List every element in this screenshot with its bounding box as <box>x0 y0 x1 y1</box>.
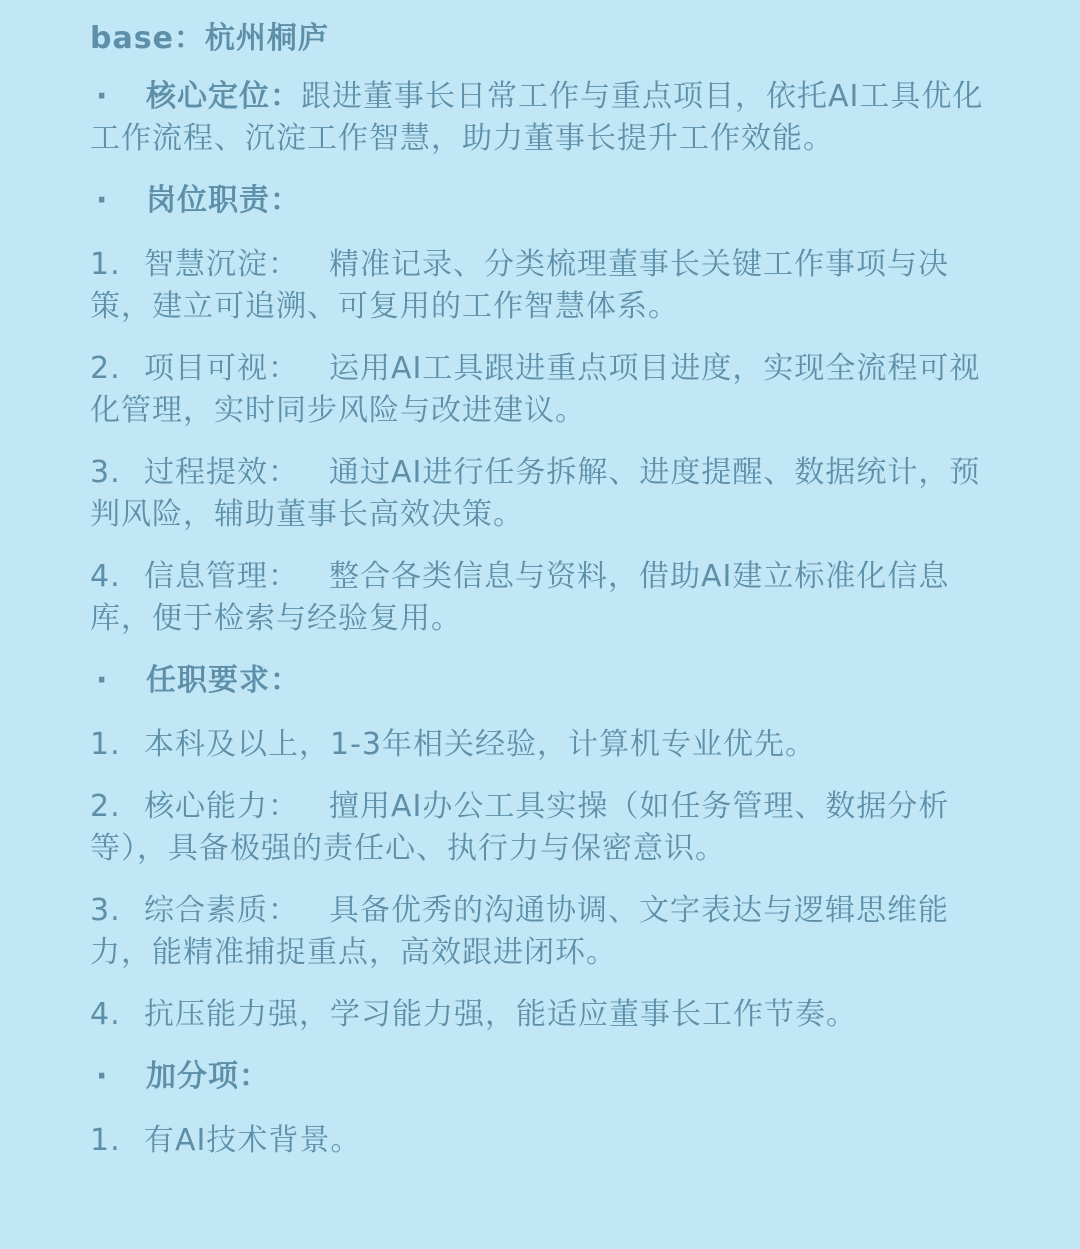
item-number: 3. <box>90 893 121 928</box>
item-number: 4. <box>90 559 121 594</box>
requirements-heading <box>90 660 1002 702</box>
requirement-item <box>90 786 1002 870</box>
bullet-icon: · <box>96 79 109 114</box>
bonus-heading <box>90 1056 1002 1098</box>
item-text: 精准记录、分类梳理董事长关键工作事项与决策，建立可追溯、可复用的工作智慧体系。 <box>90 247 949 324</box>
requirement-item <box>90 890 1002 974</box>
item-text: 具备优秀的沟通协调、文字表达与逻辑思维能力，能精准捕捉重点，高效跟进闭环。 <box>90 893 949 970</box>
duty-item <box>90 348 1002 432</box>
item-number: 3. <box>90 455 121 490</box>
item-label: 项目可视： <box>144 351 299 386</box>
duty-item <box>90 244 1002 328</box>
item-number: 4. <box>90 997 121 1032</box>
item-text: 整合各类信息与资料，借助AI建立标准化信息库，便于检索与经验复用。 <box>90 559 950 636</box>
requirement-item <box>90 724 1002 766</box>
requirement-item <box>90 994 1002 1036</box>
item-text: 本科及以上，1-3年相关经验，计算机专业优先。 <box>144 727 816 762</box>
item-text: 抗压能力强，学习能力强，能适应董事长工作节奏。 <box>144 997 857 1032</box>
duty-item <box>90 452 1002 536</box>
item-label: 智慧沉淀： <box>144 247 299 282</box>
item-number: 2. <box>90 351 121 386</box>
bonus-item <box>90 1120 1002 1162</box>
bullet-icon: · <box>96 663 109 698</box>
item-text: 擅用AI办公工具实操（如任务管理、数据分析等），具备极强的责任心、执行力与保密意识。 <box>90 789 950 866</box>
base-location: base：杭州桐庐 <box>90 21 329 56</box>
core-title: 核心定位： <box>146 79 301 114</box>
requirements-title: 任职要求： <box>146 663 301 698</box>
item-label: 综合素质： <box>144 893 299 928</box>
bonus-title: 加分项： <box>146 1059 270 1094</box>
item-number: 2. <box>90 789 121 824</box>
duty-item <box>90 556 1002 640</box>
item-label: 核心能力： <box>144 789 299 824</box>
duties-heading <box>90 180 1002 222</box>
item-number: 1. <box>90 1123 121 1158</box>
core-text: 跟进董事长日常工作与重点项目，依托AI工具优化工作流程、沉淀工作智慧，助力董事长提升工作效能。 <box>90 79 984 156</box>
core-positioning <box>90 76 1002 160</box>
item-number: 1. <box>90 247 121 282</box>
item-text: 通过AI进行任务拆解、进度提醒、数据统计，预判风险，辅助董事长高效决策。 <box>90 455 981 532</box>
item-label: 信息管理： <box>144 559 299 594</box>
duties-title: 岗位职责： <box>146 183 301 218</box>
item-label: 过程提效： <box>144 455 299 490</box>
item-text: 运用AI工具跟进重点项目进度，实现全流程可视化管理，实时同步风险与改进建议。 <box>90 351 981 428</box>
bullet-icon: · <box>96 1059 109 1094</box>
item-text: 有AI技术背景。 <box>144 1123 362 1158</box>
item-number: 1. <box>90 727 121 762</box>
bullet-icon: · <box>96 183 109 218</box>
